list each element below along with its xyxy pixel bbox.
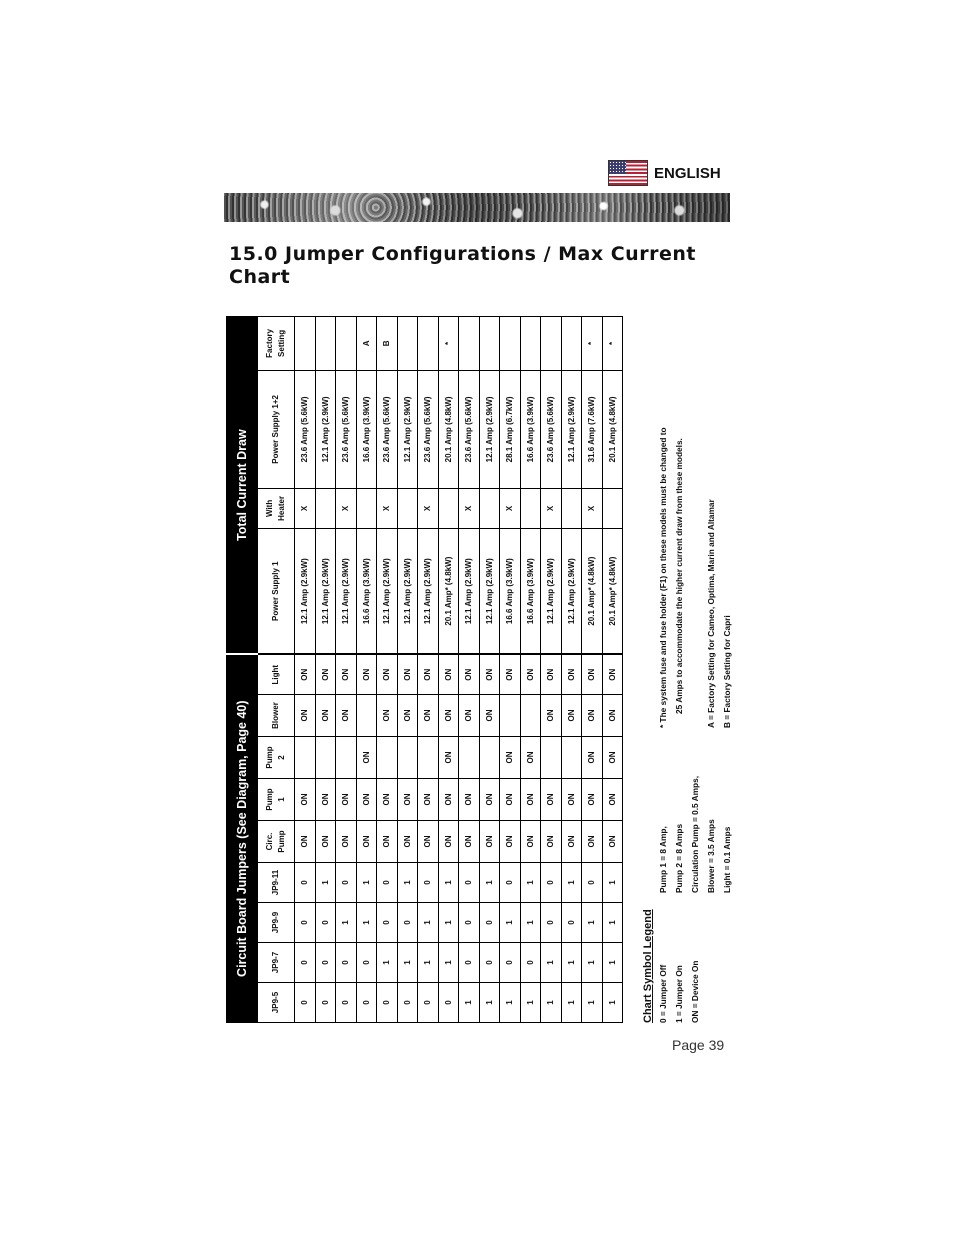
table-cell: 23.6 Amp (5.6kW) [459,370,480,488]
table-cell [561,316,582,370]
table-cell: ON [459,654,480,694]
legend-line: ON = Device On [690,960,700,1023]
table-cell: 1 [397,863,418,903]
table-cell: 12.1 Amp (2.9kW) [295,528,316,654]
table-cell: B [377,316,398,370]
table-cell: 0 [582,863,603,903]
table-cell: ON [315,695,336,737]
table-cell: 28.1 Amp (6.7kW) [500,370,521,488]
column-header-line: JP9-7 [271,951,280,974]
table-cell: 16.6 Amp (3.9kW) [500,528,521,654]
column-header [258,316,295,370]
table-cell: 0 [315,943,336,983]
table-cell: 20.1 Amp* (4.8kW) [602,528,623,654]
table-cell: 12.1 Amp (2.9kW) [377,528,398,654]
table-cell [602,488,623,528]
table-cell: ON [377,779,398,821]
column-header [258,821,295,863]
table-cell: ON [336,779,357,821]
language-label: ENGLISH [654,164,721,182]
column-header [258,983,295,1023]
table-cell: ON [356,654,377,694]
column-header [258,779,295,821]
table-cell: ON [582,654,603,694]
table-row [315,316,336,1022]
table-cell: 0 [500,863,521,903]
table-body [295,316,623,1022]
jumper-chart [226,317,630,1023]
table-cell: ON [541,779,562,821]
table-cell: 0 [377,903,398,943]
table-cell [315,316,336,370]
column-header [258,370,295,488]
table-row [438,316,459,1022]
table-row [602,316,623,1022]
table-cell: ON [377,654,398,694]
table-cell: ON [377,821,398,863]
table-cell [561,737,582,779]
table-cell: A [356,316,377,370]
column-header [258,943,295,983]
table-row [479,316,500,1022]
column-header-line: Pump [265,788,274,811]
table-cell [377,737,398,779]
column-header-line: Light [271,664,280,685]
table-cell [295,316,316,370]
legend-line: 0 = Jumper Off [658,964,668,1023]
table-cell: 0 [520,943,541,983]
table-cell: 1 [541,983,562,1023]
column-header [258,528,295,654]
table-cell: X [459,488,480,528]
table-cell [520,316,541,370]
table-cell: 0 [397,983,418,1023]
language-indicator [608,160,721,186]
table-row [336,316,357,1022]
table-cell: ON [418,695,439,737]
table-cell: ON [377,695,398,737]
table-cell: 12.1 Amp (2.9kW) [397,528,418,654]
table-cell: X [295,488,316,528]
column-header-line: With [265,499,274,518]
table-cell [295,737,316,779]
table-cell [479,737,500,779]
table-cell [418,316,439,370]
table-cell: ON [500,821,521,863]
column-header-line: Blower [271,702,280,729]
table-cell [438,488,459,528]
table-cell: ON [479,654,500,694]
table-cell: 1 [602,943,623,983]
table-cell: 12.1 Amp (2.9kW) [541,528,562,654]
table-cell: 0 [500,943,521,983]
table-cell: ON [561,695,582,737]
column-header-line: Power Supply 1+2 [271,395,280,464]
page-number: Page 39 [672,1037,725,1053]
table-cell: 1 [377,943,398,983]
table-cell [356,695,377,737]
table-cell: 1 [582,943,603,983]
table-cell: X [541,488,562,528]
table-cell: 0 [397,903,418,943]
table-cell: ON [336,821,357,863]
table-cell: 1 [438,903,459,943]
table-cell: ON [500,779,521,821]
table-cell [479,488,500,528]
table-cell: 1 [602,863,623,903]
table-cell: 0 [459,943,480,983]
table-row [541,316,562,1022]
table-cell: ON [479,779,500,821]
table-cell: ON [336,695,357,737]
table-cell: ON [561,779,582,821]
legend-line: Pump 2 = 8 Amps [674,823,684,893]
table-cell: 12.1 Amp (2.9kW) [479,528,500,654]
decorative-banner [224,193,730,222]
table-cell: 1 [315,863,336,903]
table-cell: ON [459,821,480,863]
table-cell: ON [438,695,459,737]
table-cell: ON [500,654,521,694]
column-header-line: Pump [265,746,274,769]
table-cell: ON [315,821,336,863]
table-cell: ON [479,821,500,863]
table-cell: X [377,488,398,528]
legend-line: Circulation Pump = 0.5 Amps, [690,775,700,893]
jumper-table [226,316,623,1023]
table-row [459,316,480,1022]
table-cell: 12.1 Amp (2.9kW) [561,370,582,488]
table-cell: X [500,488,521,528]
page-title: 15.0 Jumper Configurations / Max Current Chart [229,243,696,288]
table-cell: ON [418,821,439,863]
table-cell [356,488,377,528]
table-cell: 0 [377,863,398,903]
table-cell: 0 [459,903,480,943]
table-cell: 23.6 Amp (5.6kW) [377,370,398,488]
section-jumpers-header: Circuit Board Jumpers (See Diagram, Page 40) [227,654,258,1022]
table-cell: ON [418,654,439,694]
table-cell: 1 [336,903,357,943]
table-cell: ON [520,779,541,821]
table-cell: 0 [295,983,316,1023]
table-cell: ON [520,654,541,694]
table-cell [418,737,439,779]
column-header-line: 1 [277,797,286,802]
table-cell: 1 [561,863,582,903]
legend-notes [655,427,735,728]
table-cell: ON [582,737,603,779]
table-cell: 0 [336,943,357,983]
table-cell: 20.1 Amp* (4.8kW) [438,528,459,654]
table-cell: 1 [602,983,623,1023]
table-cell: ON [500,737,521,779]
table-cell [315,488,336,528]
table-cell: 31.6 Amp (7.6kW) [582,370,603,488]
table-cell: ON [397,779,418,821]
legend-note: B = Factory Setting for Capri [722,615,732,728]
table-cell [520,695,541,737]
table-cell: 20.1 Amp (4.8kW) [438,370,459,488]
table-cell: 0 [418,983,439,1023]
column-header-line: Circ. [265,832,274,851]
table-cell: ON [315,654,336,694]
table-cell: 12.1 Amp (2.9kW) [418,528,439,654]
legend-line: Blower = 3.5 Amps [706,819,716,893]
legend-note: * The system fuse and fuse holder (F1) on these models must be changed to [658,427,668,728]
table-cell [500,695,521,737]
table-cell [520,488,541,528]
table-cell: 0 [295,863,316,903]
table-cell: ON [602,695,623,737]
table-cell: 1 [479,983,500,1023]
table-cell: ON [561,821,582,863]
table-cell [397,737,418,779]
legend-note: A = Factory Setting for Cameo, Optima, Marin and Altamar [706,499,716,728]
table-cell: ON [541,821,562,863]
legend-line: Pump 1 = 8 Amp, [658,826,668,893]
table-cell: 12.1 Amp (2.9kW) [397,370,418,488]
table-cell: ON [356,821,377,863]
table-row [295,316,316,1022]
table-cell: 12.1 Amp (2.9kW) [459,528,480,654]
table-cell: ON [602,821,623,863]
table-cell: 0 [295,943,316,983]
column-header [258,695,295,737]
table-cell: ON [602,654,623,694]
table-cell [500,316,521,370]
column-header-line: Pump [277,830,286,853]
table-cell: ON [438,737,459,779]
table-cell: 16.6 Amp (3.9kW) [356,370,377,488]
table-row [356,316,377,1022]
table-cell: ON [541,654,562,694]
us-flag-icon [608,160,648,186]
table-cell [336,737,357,779]
table-cell: ON [397,821,418,863]
column-header-line: JP9-9 [271,911,280,934]
table-cell: 1 [479,863,500,903]
table-cell: 1 [561,983,582,1023]
legend-title: Chart Symbol Legend [642,909,654,1023]
table-row [561,316,582,1022]
table-cell: 16.6 Amp (3.9kW) [520,370,541,488]
table-cell: ON [295,779,316,821]
table-cell [315,737,336,779]
table-cell: * [438,316,459,370]
table-cell [397,316,418,370]
table-cell: 0 [479,943,500,983]
table-cell: ON [561,654,582,694]
column-header-line: JP9-11 [271,869,280,896]
table-row [500,316,521,1022]
table-cell: 1 [561,943,582,983]
column-header [258,903,295,943]
column-header [258,737,295,779]
table-cell: 23.6 Amp (5.6kW) [541,370,562,488]
section-current-header: Total Current Draw [227,316,258,654]
table-cell: 1 [582,903,603,943]
table-cell: ON [602,779,623,821]
table-cell: 1 [397,943,418,983]
table-cell: 20.1 Amp* (4.8kW) [582,528,603,654]
table-cell: 1 [418,903,439,943]
table-cell: 1 [500,903,521,943]
table-cell: 16.6 Amp (3.9kW) [520,528,541,654]
table-cell: ON [397,695,418,737]
table-cell: ON [295,695,316,737]
table-cell: 0 [315,983,336,1023]
table-cell: ON [602,737,623,779]
table-cell: 0 [418,863,439,903]
legend-symbols [641,909,703,1023]
table-cell: 0 [336,983,357,1023]
table-cell: ON [295,654,316,694]
table-cell: 0 [356,983,377,1023]
table-cell: ON [397,654,418,694]
table-cell: 1 [520,903,541,943]
table-row [397,316,418,1022]
table-cell: 0 [541,863,562,903]
table-cell: X [336,488,357,528]
column-header-line: Heater [277,495,286,521]
table-cell: 1 [602,903,623,943]
column-header-row [258,316,295,1022]
table-cell: 1 [582,983,603,1023]
table-cell: ON [520,821,541,863]
legend-currents [655,776,735,893]
table-cell: 1 [520,983,541,1023]
chart-legend [641,323,901,1023]
table-cell: 1 [541,943,562,983]
table-cell: 0 [541,903,562,943]
table-cell: 12.1 Amp (2.9kW) [561,528,582,654]
table-cell [479,316,500,370]
column-header [258,863,295,903]
table-cell: X [418,488,439,528]
table-cell [541,316,562,370]
table-cell: 12.1 Amp (2.9kW) [315,370,336,488]
table-cell: ON [438,779,459,821]
legend-note [687,427,703,728]
legend-line: 1 = Jumper On [674,965,684,1023]
table-cell: ON [582,821,603,863]
table-cell: 1 [520,863,541,903]
table-cell: ON [315,779,336,821]
table-cell: 16.6 Amp (3.9kW) [356,528,377,654]
table-cell: 1 [356,903,377,943]
table-cell: 0 [479,903,500,943]
table-cell: ON [459,695,480,737]
table-cell: ON [459,779,480,821]
table-cell: 0 [438,983,459,1023]
table-cell: 1 [438,863,459,903]
table-cell: 23.6 Amp (5.6kW) [295,370,316,488]
table-cell: 1 [500,983,521,1023]
column-header [258,488,295,528]
legend-note: 25 Amps to accommodate the higher current draw from these models. [674,438,684,714]
table-cell: 20.1 Amp (4.8kW) [602,370,623,488]
table-cell: 1 [356,863,377,903]
table-row [582,316,603,1022]
table-cell: 0 [459,863,480,903]
table-row [418,316,439,1022]
column-header-line: Power Supply 1 [271,561,280,621]
table-cell: ON [582,779,603,821]
table-cell: 1 [418,943,439,983]
table-cell: ON [418,779,439,821]
table-cell: ON [356,737,377,779]
table-cell: ON [295,821,316,863]
table-cell: 12.1 Amp (2.9kW) [336,528,357,654]
table-cell: ON [541,695,562,737]
column-header-line: JP9-5 [271,991,280,1014]
table-cell: 12.1 Amp (2.9kW) [315,528,336,654]
table-cell: ON [356,779,377,821]
table-cell [336,316,357,370]
table-cell [561,488,582,528]
table-row [520,316,541,1022]
table-cell: 0 [356,943,377,983]
table-cell [459,737,480,779]
table-cell [541,737,562,779]
table-cell: ON [438,654,459,694]
table-cell: 1 [459,983,480,1023]
column-header [258,654,295,694]
table-cell: 1 [438,943,459,983]
table-cell: 0 [336,863,357,903]
table-cell: ON [336,654,357,694]
table-cell: 0 [315,903,336,943]
column-header-line: 2 [277,755,286,760]
table-cell: * [602,316,623,370]
table-cell: ON [479,695,500,737]
table-cell: * [582,316,603,370]
legend-line: Light = 0.1 Amps [722,826,732,893]
table-cell [397,488,418,528]
column-header-line: Factory [265,328,274,358]
table-cell: 12.1 Amp (2.9kW) [479,370,500,488]
column-header-line: Setting [277,329,286,357]
table-cell: 0 [295,903,316,943]
table-cell: 23.6 Amp (5.6kW) [336,370,357,488]
table-cell [459,316,480,370]
table-row [377,316,398,1022]
table-cell: 23.6 Amp (5.6kW) [418,370,439,488]
table-cell: X [582,488,603,528]
table-cell: ON [520,737,541,779]
table-cell: ON [582,695,603,737]
table-cell: 0 [377,983,398,1023]
table-cell: ON [438,821,459,863]
table-cell: 0 [561,903,582,943]
